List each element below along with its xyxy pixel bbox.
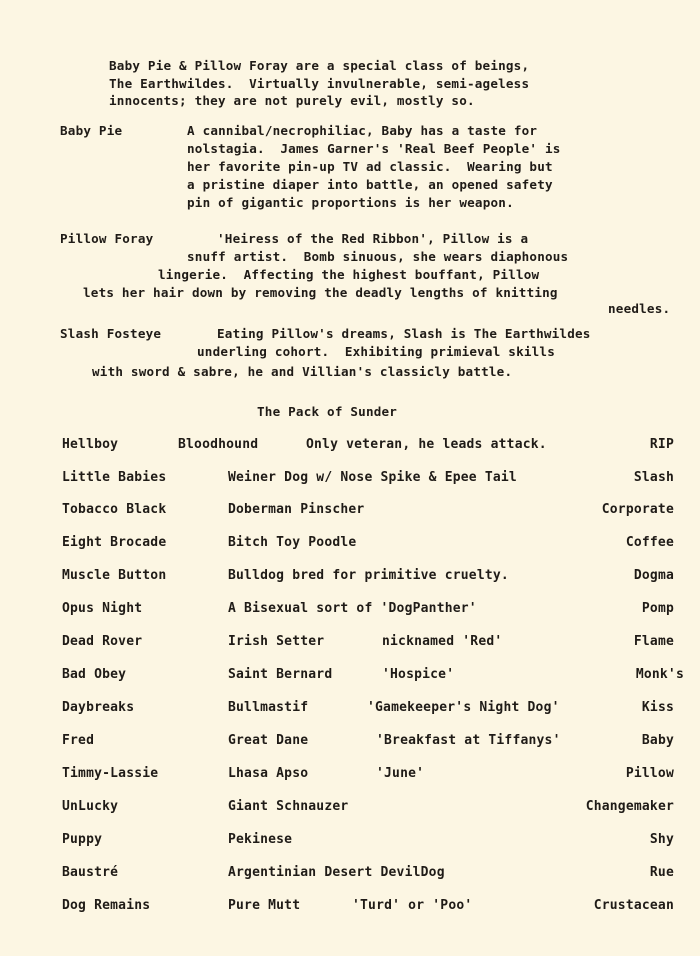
roster-breed: Bloodhound [178, 437, 259, 452]
roster-name: Hellboy [62, 437, 119, 452]
character-name-baby-pie: Baby Pie [60, 123, 123, 138]
character-name-pillow-foray: Pillow Foray [60, 231, 154, 246]
slash-fosteye-line-2: underling cohort. Exhibiting primieval skills [197, 344, 555, 359]
roster-note: 'Breakfast at Tiffanys' [376, 733, 561, 748]
roster-breed: Doberman Pinscher [228, 502, 365, 517]
roster-name: Fred [62, 733, 95, 748]
roster-tag: Slash [633, 470, 674, 485]
roster-name: Daybreaks [62, 700, 135, 715]
roster-breed: Weiner Dog w/ Nose Spike & Epee Tail [228, 470, 517, 485]
pillow-foray-line-1: 'Heiress of the Red Ribbon', Pillow is a [217, 231, 529, 246]
roster-tag: Corporate [601, 502, 674, 517]
baby-pie-line-4: a pristine diaper into battle, an opened safety [187, 177, 553, 192]
roster-name: Puppy [62, 832, 103, 847]
roster-name: Baustré [62, 865, 119, 880]
roster-tag: Baby [641, 733, 674, 748]
slash-fosteye-line-3: with sword & sabre, he and Villian's classicly battle. [92, 364, 513, 379]
baby-pie-line-2: nolstagia. James Garner's 'Real Beef People' is [187, 141, 561, 156]
pillow-foray-line-3: lingerie. Affecting the highest bouffant, Pillow [158, 267, 540, 282]
roster-breed: Great Dane [228, 733, 309, 748]
intro-line-3: innocents; they are not purely evil, mostly so. [109, 93, 475, 108]
character-name-slash-fosteye: Slash Fosteye [60, 326, 162, 341]
roster-name: Dead Rover [62, 634, 143, 649]
baby-pie-line-3: her favorite pin-up TV ad classic. Wearing but [187, 159, 553, 174]
roster-breed: Bulldog bred for primitive cruelty. [228, 568, 509, 583]
roster-note: Only veteran, he leads attack. [306, 437, 547, 452]
roster-breed: Giant Schnauzer [228, 799, 349, 814]
roster-tag: Coffee [625, 535, 674, 550]
roster-note: 'Hospice' [382, 667, 455, 682]
roster-name: Timmy-Lassie [62, 766, 159, 781]
roster-note: nicknamed 'Red' [382, 634, 503, 649]
roster-breed: Bullmastif [228, 700, 309, 715]
roster-name: Muscle Button [62, 568, 167, 583]
roster-name: Bad Obey [62, 667, 127, 682]
roster-tag: Crustacean [593, 898, 674, 913]
slash-fosteye-line-1: Eating Pillow's dreams, Slash is The Earthwildes [217, 326, 591, 341]
roster-breed: Bitch Toy Poodle [228, 535, 357, 550]
roster-tag: Flame [633, 634, 674, 649]
roster-name: Eight Brocade [62, 535, 167, 550]
roster-tag: Dogma [633, 568, 674, 583]
roster-breed: Irish Setter [228, 634, 325, 649]
roster-tag: Kiss [641, 700, 674, 715]
pillow-foray-line-5: needles. [608, 301, 671, 316]
roster-tag: Pillow [625, 766, 674, 781]
roster-note: 'Gamekeeper's Night Dog' [367, 700, 560, 715]
roster-tag: Monk's [635, 667, 684, 682]
roster-tag: RIP [649, 437, 674, 452]
roster-breed: A Bisexual sort of 'DogPanther' [228, 601, 477, 616]
roster-breed: Pure Mutt [228, 898, 301, 913]
pillow-foray-line-4: lets her hair down by removing the deadly lengths of knitting [83, 285, 558, 300]
baby-pie-line-1: A cannibal/necrophiliac, Baby has a taste for [187, 123, 538, 138]
roster-breed: Saint Bernard [228, 667, 333, 682]
roster-name: Dog Remains [62, 898, 151, 913]
intro-line-2: The Earthwildes. Virtually invulnerable, semi-ageless [109, 76, 530, 91]
roster-name: UnLucky [62, 799, 119, 814]
intro-line-1: Baby Pie & Pillow Foray are a special class of beings, [109, 58, 530, 73]
roster-breed: Pekinese [228, 832, 293, 847]
roster-note: 'Turd' or 'Poo' [352, 898, 473, 913]
roster-tag: Changemaker [585, 799, 674, 814]
roster-breed: Lhasa Apso [228, 766, 309, 781]
pillow-foray-line-2: snuff artist. Bomb sinuous, she wears diaphonous [187, 249, 569, 264]
roster-name: Little Babies [62, 470, 167, 485]
roster-tag: Shy [649, 832, 674, 847]
roster-note: 'June' [376, 766, 425, 781]
roster-tag: Rue [649, 865, 674, 880]
pack-heading: The Pack of Sunder [257, 404, 398, 419]
roster-name: Tobacco Black [62, 502, 167, 517]
baby-pie-line-5: pin of gigantic proportions is her weapon. [187, 195, 514, 210]
roster-name: Opus Night [62, 601, 143, 616]
roster-tag: Pomp [641, 601, 674, 616]
roster-breed: Argentinian Desert DevilDog [228, 865, 445, 880]
